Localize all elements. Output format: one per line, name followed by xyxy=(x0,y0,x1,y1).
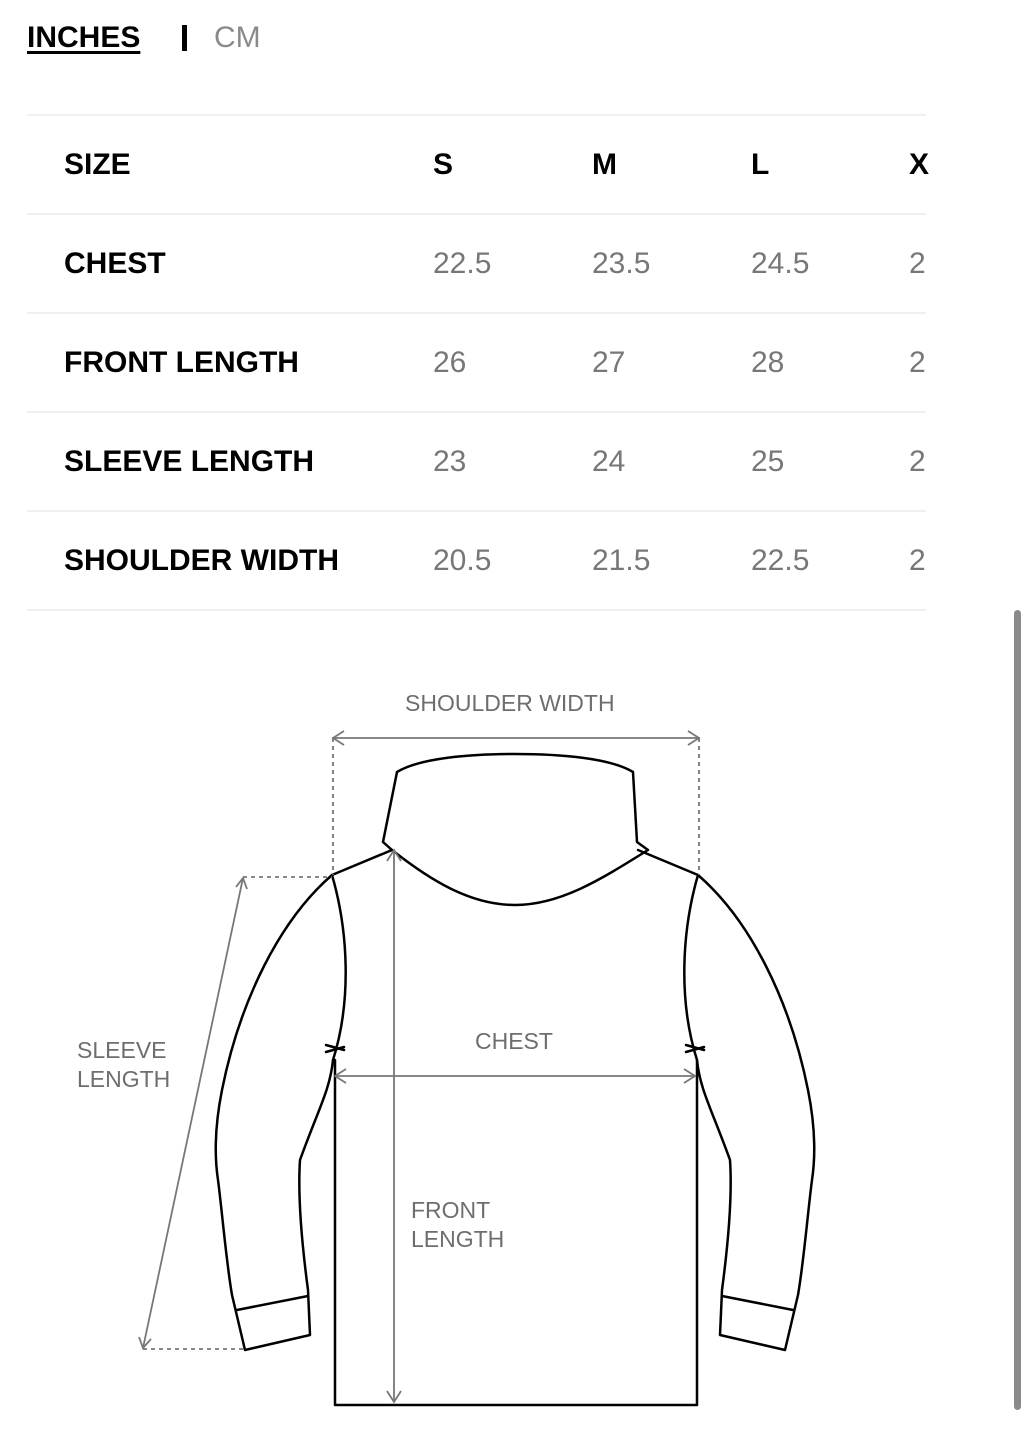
unit-divider xyxy=(182,25,187,51)
table-cell: 26 xyxy=(433,346,467,379)
size-header-x: X xyxy=(909,148,930,181)
table-cell: 2 xyxy=(909,445,926,478)
row-label: SLEEVE LENGTH xyxy=(64,445,315,478)
measurement-diagram xyxy=(0,660,1031,1420)
size-table[interactable] xyxy=(27,114,930,613)
size-header: SIZE xyxy=(64,148,131,181)
sleeve-length-label xyxy=(77,1036,170,1094)
table-cell: 2 xyxy=(909,346,926,379)
table-cell: 28 xyxy=(751,346,785,379)
front-length-line1: FRONT xyxy=(411,1197,491,1223)
front-length-line2: LENGTH xyxy=(411,1226,505,1252)
inches-tab[interactable]: INCHES xyxy=(27,21,141,54)
table-cell: 20.5 xyxy=(433,544,492,577)
size-header-m: M xyxy=(592,148,617,181)
table-cell: 23 xyxy=(433,445,467,478)
sleeve-length-line1: SLEEVE xyxy=(77,1037,167,1063)
table-header-row xyxy=(27,116,930,215)
table-cell: 23.5 xyxy=(592,247,651,280)
table-cell: 22.5 xyxy=(433,247,492,280)
row-label: CHEST xyxy=(64,247,166,280)
table-cell: 24.5 xyxy=(751,247,810,280)
table-row xyxy=(27,413,926,512)
row-label: FRONT LENGTH xyxy=(64,346,299,379)
chest-label: CHEST xyxy=(475,1028,553,1054)
table-row xyxy=(27,512,926,611)
scrollbar[interactable] xyxy=(1014,610,1021,1410)
table-cell: 2 xyxy=(909,247,926,280)
row-label: SHOULDER WIDTH xyxy=(64,544,339,577)
measurement-lines xyxy=(139,731,699,1402)
table-row xyxy=(27,215,926,314)
shoulder-width-label: SHOULDER WIDTH xyxy=(405,690,615,716)
table-row xyxy=(27,314,926,413)
size-header-s: S xyxy=(433,148,454,181)
sleeve-length-line2: LENGTH xyxy=(77,1066,171,1092)
table-cell: 24 xyxy=(592,445,626,478)
table-cell: 27 xyxy=(592,346,626,379)
table-cell: 21.5 xyxy=(592,544,651,577)
table-cell: 2 xyxy=(909,544,926,577)
table-cell: 25 xyxy=(751,445,785,478)
cm-tab[interactable]: CM xyxy=(214,21,261,54)
hoodie-outline xyxy=(216,754,814,1405)
size-header-l: L xyxy=(751,148,770,181)
front-length-label xyxy=(411,1196,504,1254)
table-cell: 22.5 xyxy=(751,544,810,577)
